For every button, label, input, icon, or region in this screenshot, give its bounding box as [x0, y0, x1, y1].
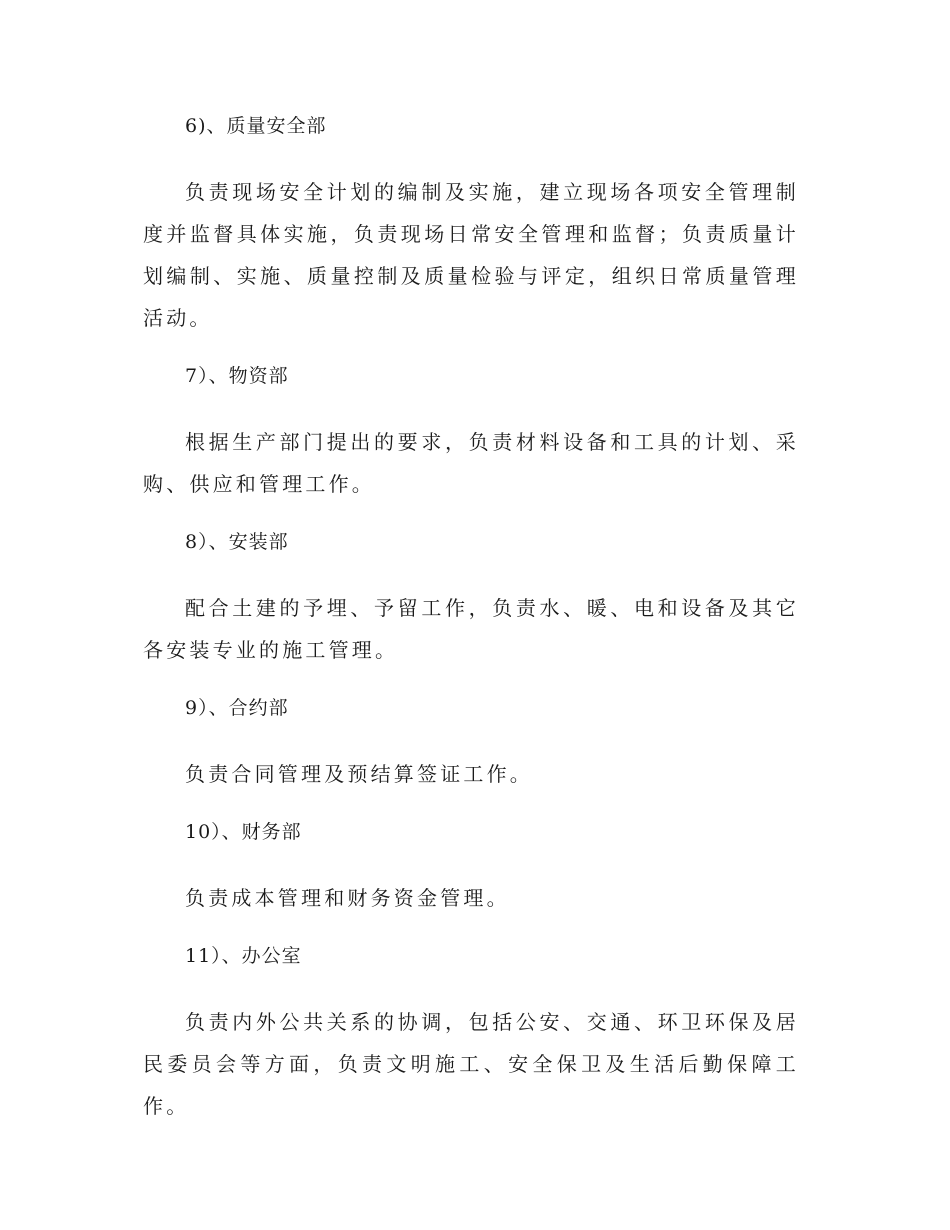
section-body-office: 负责内外公共关系的协调，包括公安、交通、环卫环保及居民委员会等方面，负责文明施工、安全保卫及生活后勤保障工作。 — [143, 1010, 799, 1118]
section-heading-installation: 8）、安装部 — [185, 531, 289, 553]
section-heading-quality-safety: 6)、质量安全部 — [185, 115, 327, 137]
section-heading-contracts: 9）、合约部 — [185, 697, 289, 719]
section-body-finance: 负责成本管理和财务资金管理。 — [185, 886, 510, 910]
section-heading-materials: 7）、物资部 — [185, 365, 289, 387]
section-body-contracts: 负责合同管理及预结算签证工作。 — [185, 762, 533, 786]
section-body-installation: 配合土建的予埋、予留工作，负责水、暖、电和设备及其它各安装专业的施工管理。 — [143, 596, 799, 662]
section-body-quality-safety: 负责现场安全计划的编制及实施，建立现场各项安全管理制度并监督具体实施，负责现场日常安全管理和监督；负责质量计划编制、实施、质量控制及质量检验与评定，组织日常质量管理活动。 — [143, 180, 799, 330]
document-body — [143, 105, 799, 1143]
section-heading-office: 11）、办公室 — [185, 945, 302, 967]
section-body-materials: 根据生产部门提出的要求，负责材料设备和工具的计划、采购、供应和管理工作。 — [143, 430, 799, 496]
section-heading-finance: 10）、财务部 — [185, 821, 302, 843]
